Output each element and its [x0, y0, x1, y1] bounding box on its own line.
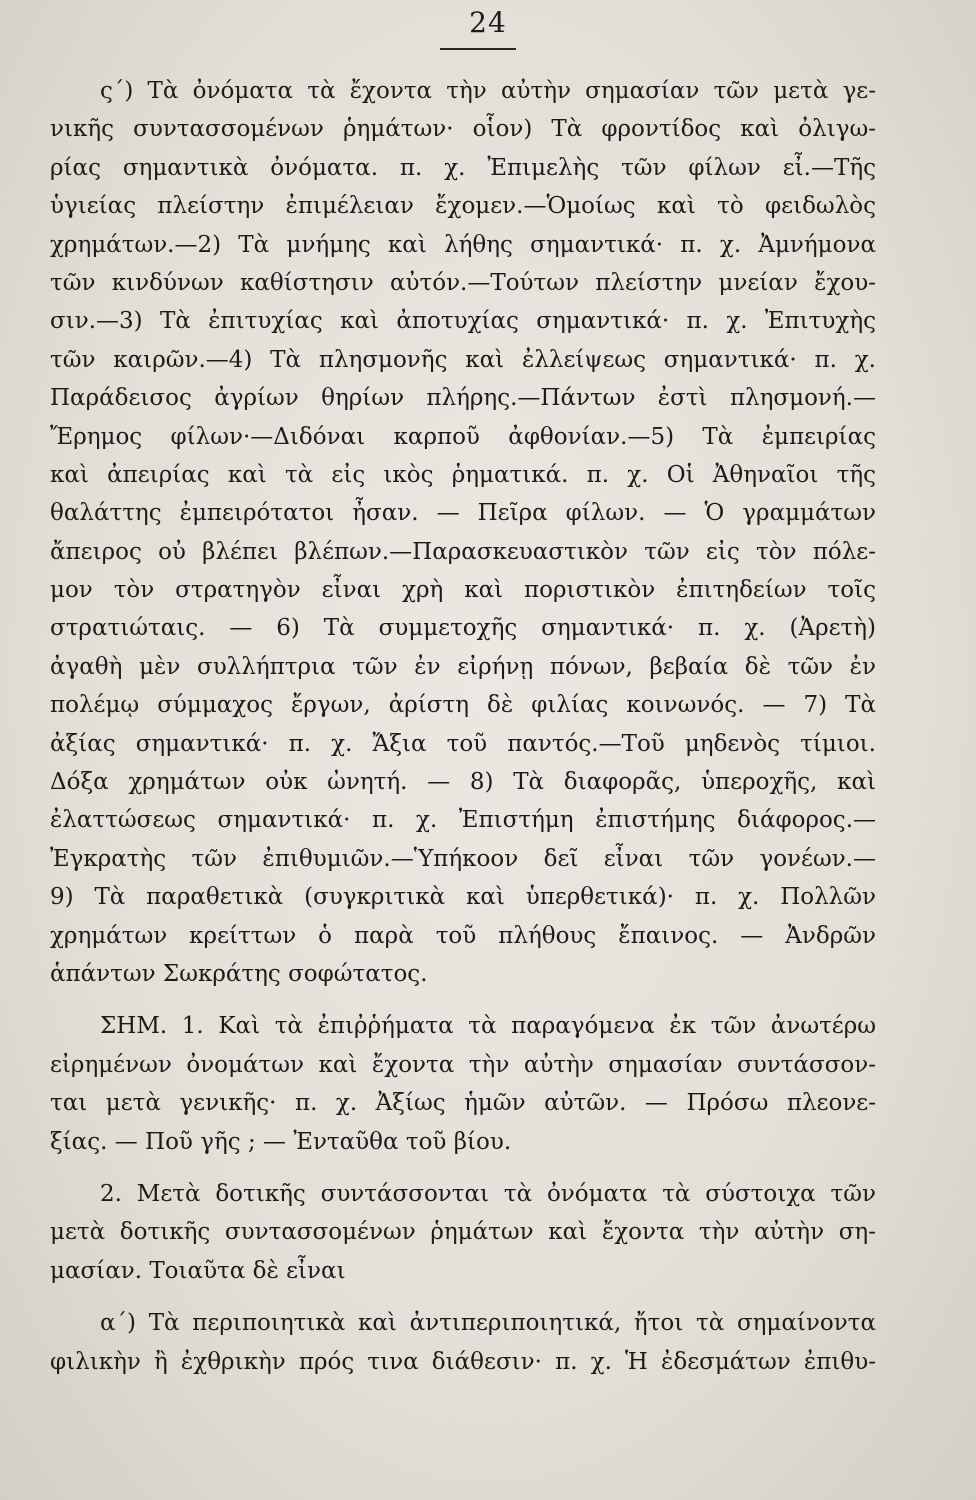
- text-line: ξίας. — Ποῦ γῆς ; — Ἐνταῦθα τοῦ βίου.: [50, 1128, 512, 1155]
- text-line: καὶ ἀπειρίας καὶ τὰ εἰς ικὸς ῥηματικά. π. χ. Οἱ Ἀθηναῖοι τῆς: [50, 461, 876, 488]
- text-line: ρίας σημαντικὰ ὀνόματα. π. χ. Ἐπιμελὴς τῶν φίλων εἶ.—Τῆς: [50, 154, 876, 181]
- text-line: Παράδεισος ἀγρίων θηρίων πλήρης.—Πάντων ἐστὶ πλησμονή.—: [50, 385, 876, 412]
- text-line: ἁπάντων Σωκράτης σοφώτατος.: [50, 960, 428, 987]
- text-line: ἄπειρος οὐ βλέπει βλέπων.—Παρασκευαστικὸν τῶν εἰς τὸν πόλε-: [50, 538, 876, 565]
- text-line: πολέμῳ σύμμαχος ἔργων, ἀρίστη δὲ φιλίας κοινωνός. — 7) Τὰ: [50, 692, 876, 719]
- text-line: ὑγιείας πλείστην ἐπιμέλειαν ἔχομεν.—Ὁμοίως καὶ τὸ φειδωλὸς: [50, 193, 876, 220]
- text-line: χρημάτων κρείττων ὁ παρὰ τοῦ πλήθους ἔπαινος. — Ἀνδρῶν: [50, 922, 876, 949]
- text-line: νικῆς συντασσομένων ῥημάτων· οἷον) Τὰ φροντίδος καὶ ὀλιγω-: [50, 116, 876, 143]
- text-line: μον τὸν στρατηγὸν εἶναι χρὴ καὶ ποριστικὸν ἐπιτηδείων τοῖς: [50, 577, 876, 604]
- text-line: ἐλαττώσεως σημαντικά· π. χ. Ἐπιστήμη ἐπιστήμης διάφορος.—: [50, 807, 876, 834]
- text-line: ἀξίας σημαντικά· π. χ. Ἄξια τοῦ παντός.—Τοῦ μηδενὸς τίμιοι.: [50, 730, 876, 757]
- page-number-rule: [440, 48, 516, 50]
- text-line: 2. Μετὰ δοτικῆς συντάσσονται τὰ ὀνόματα τὰ σύστοιχα τῶν: [100, 1180, 876, 1207]
- text-line: σιν.—3) Τὰ ἐπιτυχίας καὶ ἀποτυχίας σημαντικά· π. χ. Ἐπιτυχὴς: [50, 308, 876, 335]
- text-line: στρατιώταις. — 6) Τὰ συμμετοχῆς σημαντικά· π. χ. (Ἀρετὴ): [50, 615, 876, 642]
- page-number: 24: [469, 6, 507, 39]
- text-line: φιλικὴν ἢ ἐχθρικὴν πρός τινα διάθεσιν· π. χ. Ἡ ἐδεσμάτων ἐπιθυ-: [50, 1348, 876, 1375]
- text-line: μασίαν. Τοιαῦτα δὲ εἶναι: [50, 1257, 346, 1284]
- text-line: ἀγαθὴ μὲν συλλήπτρια τῶν ἐν εἰρήνῃ πόνων, βεβαία δὲ τῶν ἐν: [50, 653, 876, 680]
- text-line: Ἐγκρατὴς τῶν ἐπιθυμιῶν.—Ὑπήκοον δεῖ εἶναι τῶν γονέων.—: [50, 845, 876, 872]
- text-line: τῶν καιρῶν.—4) Τὰ πλησμονῆς καὶ ἐλλείψεως σημαντικά· π. χ.: [50, 346, 876, 373]
- body-text: [50, 72, 876, 1381]
- text-line: Δόξα χρημάτων οὐκ ὠνητή. — 8) Τὰ διαφορᾶς, ὑπεροχῆς, καὶ: [50, 769, 876, 796]
- text-line: ται μετὰ γενικῆς· π. χ. Ἀξίως ἡμῶν αὐτῶν. — Πρόσω πλεονε-: [50, 1090, 876, 1117]
- text-line: θαλάττης ἐμπειρότατοι ἦσαν. — Πεῖρα φίλων. — Ὁ γραμμάτων: [50, 500, 876, 527]
- text-line: Ἔρημος φίλων·—Διδόναι καρποῦ ἀφθονίαν.—5) Τὰ ἐμπειρίας: [50, 423, 876, 450]
- text-line: ς΄) Τὰ ὀνόματα τὰ ἔχοντα τὴν αὐτὴν σημασίαν τῶν μετὰ γε-: [100, 78, 876, 104]
- text-line: τῶν κινδύνων καθίστησιν αὐτόν.—Τούτων πλείστην μνείαν ἔχου-: [50, 269, 876, 296]
- text-line: α΄) Τὰ περιποιητικὰ καὶ ἀντιπεριποιητικά, ἤτοι τὰ σημαίνοντα: [100, 1310, 876, 1337]
- text-line: ΣΗΜ. 1. Καὶ τὰ ἐπιῤῥήματα τὰ παραγόμενα ἐκ τῶν ἀνωτέρω: [100, 1013, 876, 1040]
- text-line: εἰρημένων ὀνομάτων καὶ ἔχοντα τὴν αὐτὴν σημασίαν συντάσσον-: [50, 1051, 876, 1078]
- text-line: χρημάτων.—2) Τὰ μνήμης καὶ λήθης σημαντικά· π. χ. Ἀμνήμονα: [50, 231, 876, 258]
- text-line: μετὰ δοτικῆς συντασσομένων ῥημάτων καὶ ἔχοντα τὴν αὐτὴν ση-: [50, 1219, 876, 1246]
- text-line: 9) Τὰ παραθετικὰ (συγκριτικὰ καὶ ὑπερθετικά)· π. χ. Πολλῶν: [50, 884, 876, 911]
